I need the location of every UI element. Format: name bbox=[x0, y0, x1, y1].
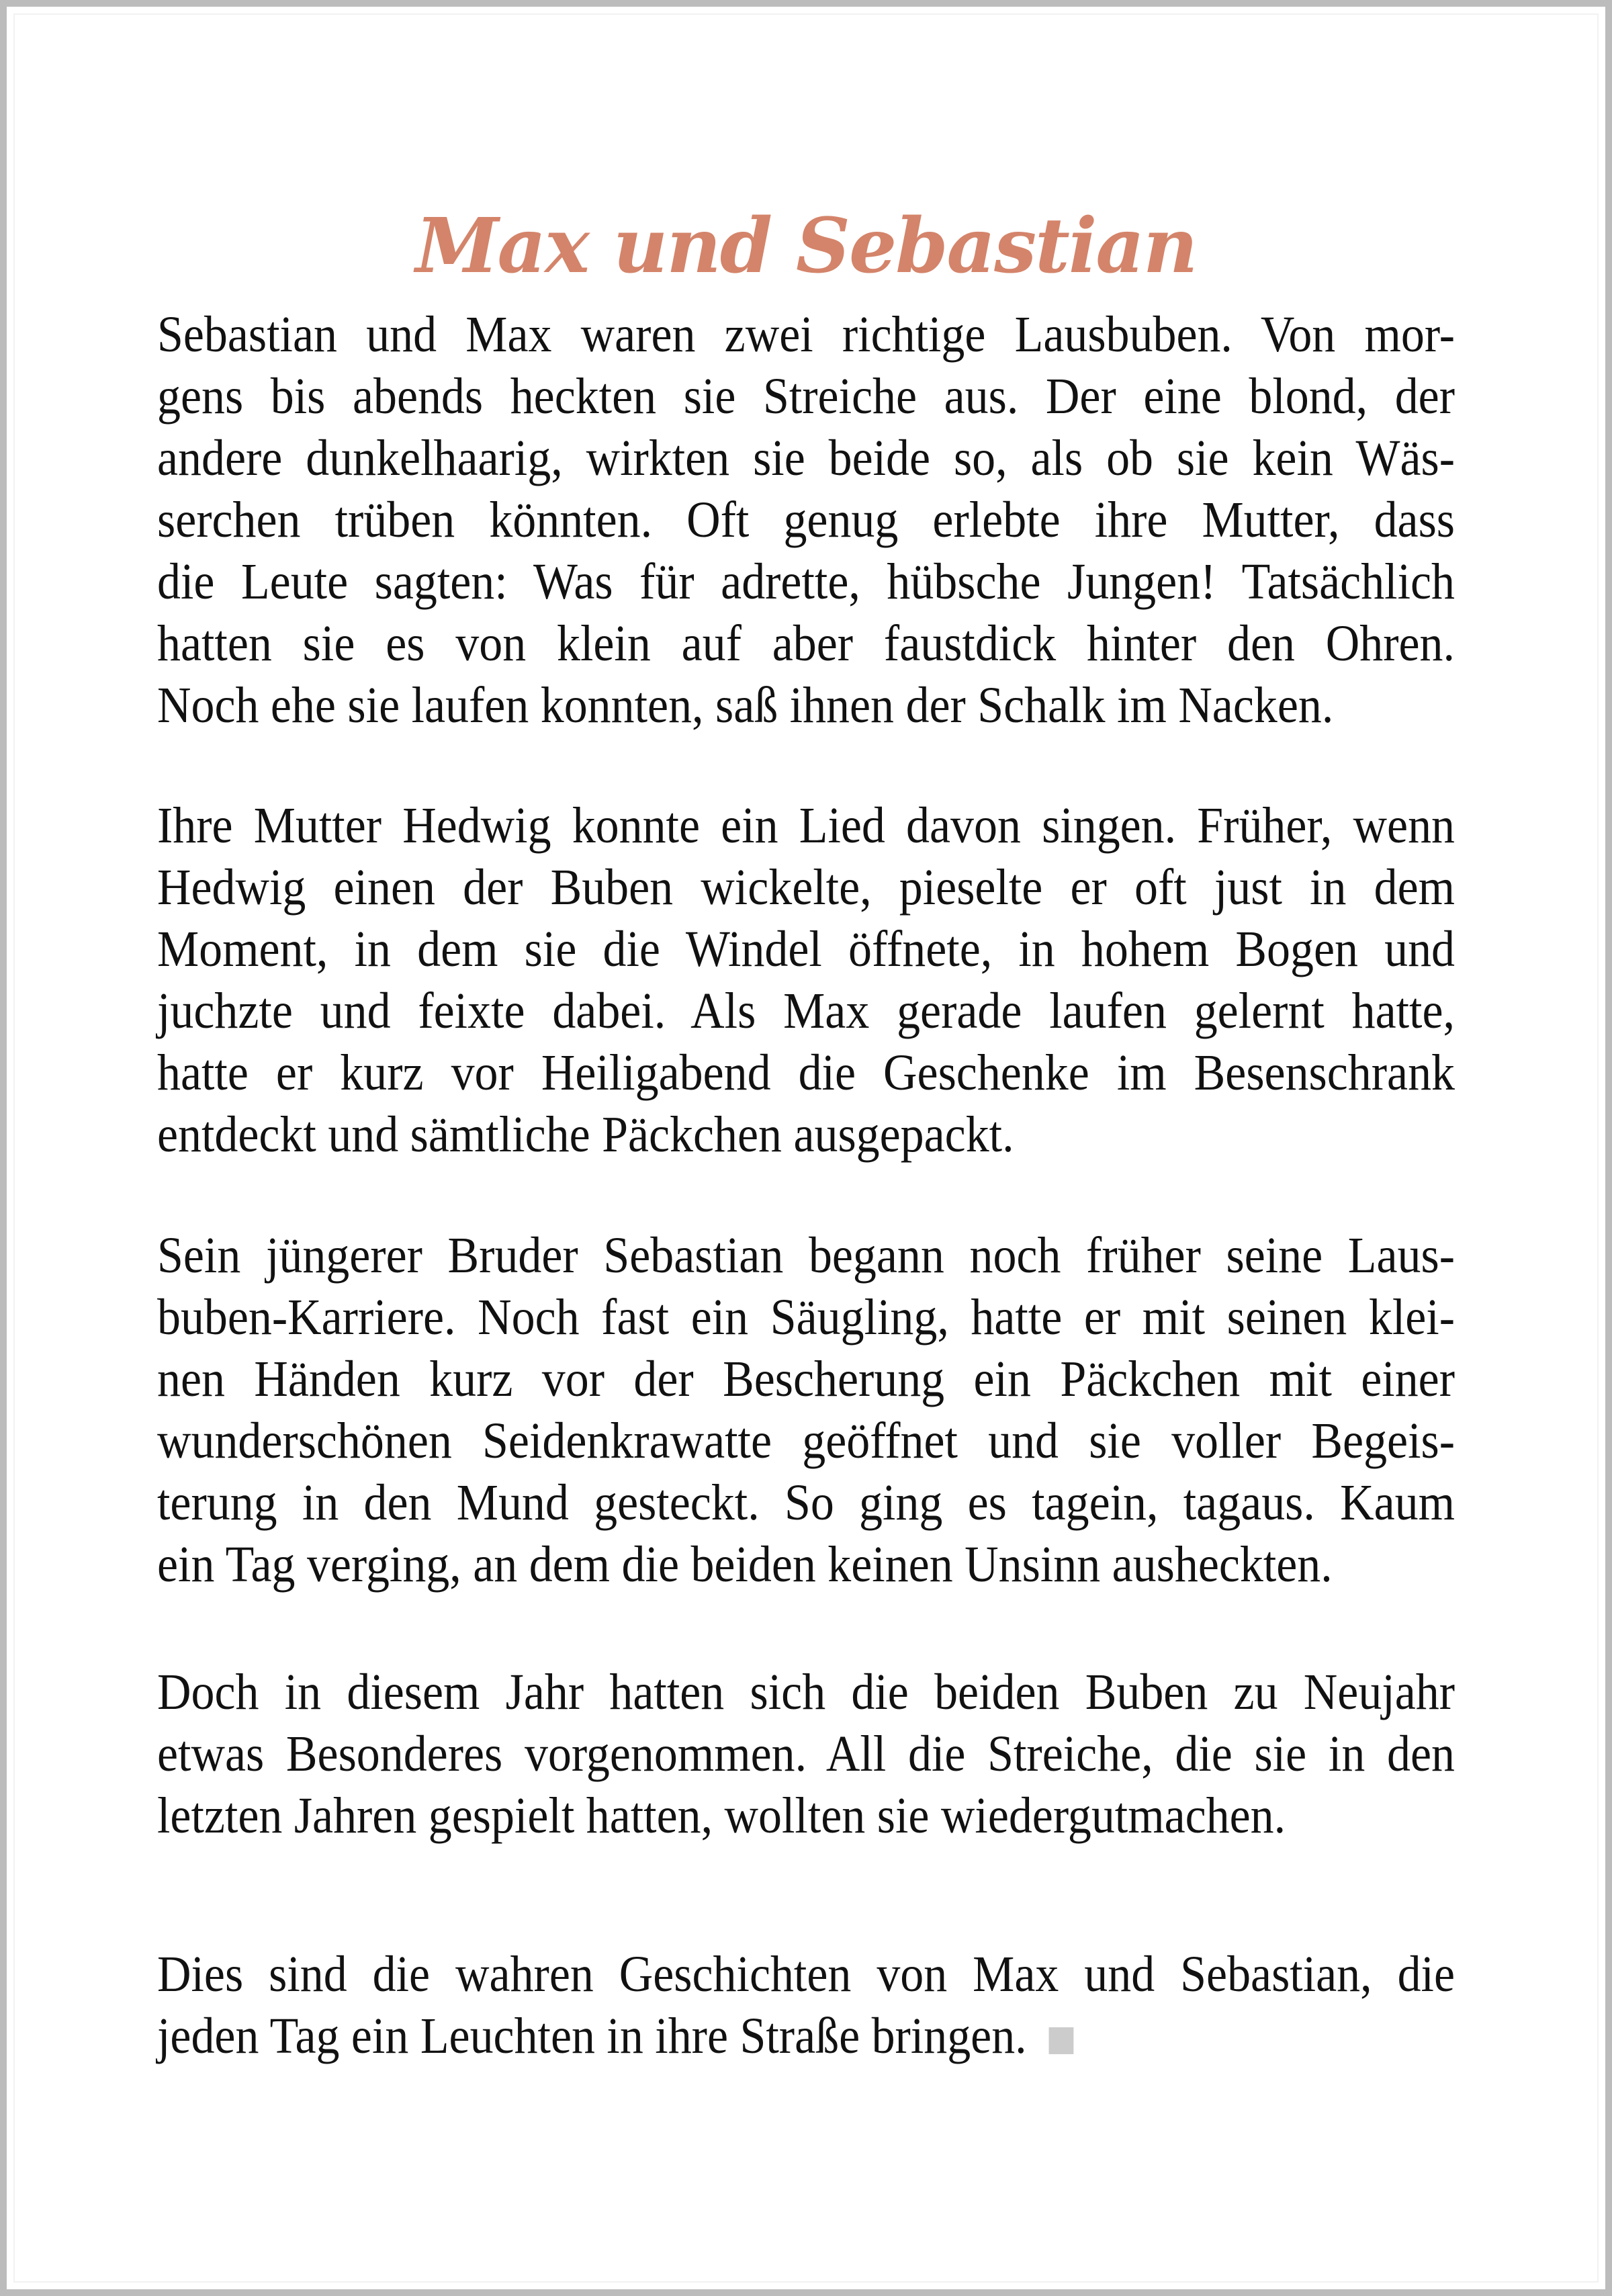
text-line-final bbox=[157, 2005, 1074, 2067]
paragraph-3 bbox=[157, 1225, 1455, 1595]
text-line: Sebastian und Max waren zwei richtige Lausbuben. Von mor- bbox=[157, 306, 1455, 363]
text-line: wunderschönen Seidenkrawatte geöffnet und sie voller Begeis- bbox=[157, 1413, 1455, 1469]
square-end-mark-icon bbox=[1049, 2027, 1074, 2054]
text-line: Doch in diesem Jahr hatten sich die beiden Buben zu Neujahr bbox=[157, 1664, 1455, 1720]
text-line: terung in den Mund gesteckt. So ging es tagein, tagaus. Kaum bbox=[157, 1474, 1455, 1531]
text-line: andere dunkelhaarig, wirkten sie beide so, als ob sie kein Wäs- bbox=[157, 430, 1455, 486]
text-line: hatten sie es von klein auf aber faustdick hinter den Ohren. bbox=[157, 615, 1455, 672]
page-title: Max und Sebastian bbox=[415, 202, 1197, 291]
text-line: buben-Karriere. Noch fast ein Säugling, hatte er mit seinen klei- bbox=[157, 1289, 1455, 1345]
text-line: Dies sind die wahren Geschichten von Max und Sebastian, die bbox=[157, 1946, 1455, 2002]
text-line: hatte er kurz vor Heiligabend die Geschenke im Besenschrank bbox=[157, 1045, 1455, 1101]
text-line: Hedwig einen der Buben wickelte, pieselte er oft just in dem bbox=[157, 859, 1455, 916]
text-line-content: jeden Tag ein Leuchten in ihre Straße bringen. bbox=[157, 2008, 1027, 2064]
paragraph-4 bbox=[157, 1661, 1455, 1847]
text-line: gens bis abends heckten sie Streiche aus. Der eine blond, der bbox=[157, 368, 1455, 425]
text-line: ein Tag verging, an dem die beiden keinen Unsinn ausheckten. bbox=[157, 1536, 1333, 1593]
text-line: nen Händen kurz vor der Bescherung ein Päckchen mit einer bbox=[157, 1351, 1455, 1407]
paragraph-5 bbox=[157, 1943, 1455, 2067]
text-line: Sein jüngerer Bruder Sebastian begann noch früher seine Laus- bbox=[157, 1227, 1455, 1284]
text-line: juchzte und feixte dabei. Als Max gerade laufen gelernt hatte, bbox=[157, 983, 1455, 1039]
text-line: etwas Besonderes vorgenommen. All die Streiche, die sie in den bbox=[157, 1726, 1455, 1782]
text-line: die Leute sagten: Was für adrette, hübsche Jungen! Tatsächlich bbox=[157, 554, 1455, 610]
text-line: serchen trüben könnten. Oft genug erlebte ihre Mutter, dass bbox=[157, 492, 1455, 548]
paragraph-2 bbox=[157, 795, 1455, 1165]
text-line: entdeckt und sämtliche Päckchen ausgepackt. bbox=[157, 1106, 1014, 1163]
text-line: Ihre Mutter Hedwig konnte ein Lied davon singen. Früher, wenn bbox=[157, 797, 1455, 854]
text-line: letzten Jahren gespielt hatten, wollten sie wiedergutmachen. bbox=[157, 1787, 1286, 1844]
text-line: Noch ehe sie laufen konnten, saß ihnen der Schalk im Nacken. bbox=[157, 677, 1334, 734]
paragraph-1 bbox=[157, 304, 1455, 736]
text-line: Moment, in dem sie die Windel öffnete, in hohem Bogen und bbox=[157, 921, 1455, 977]
